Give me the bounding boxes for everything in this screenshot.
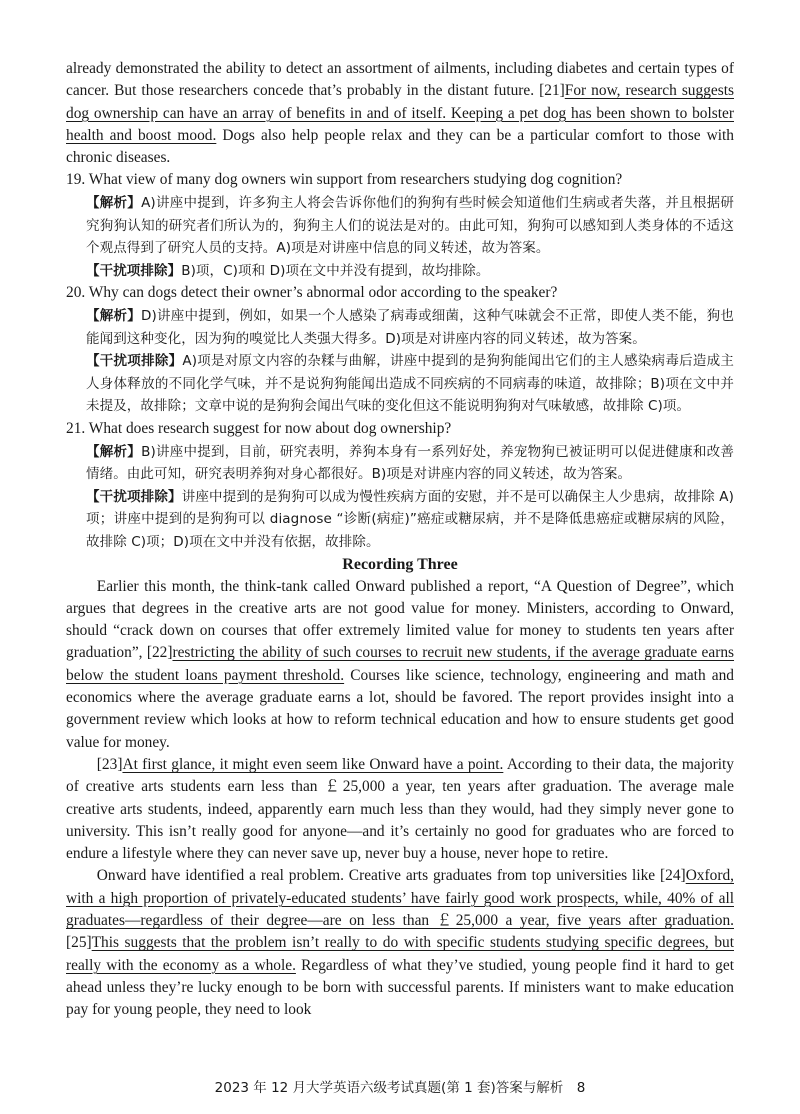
distractor-text: A)项是对原文内容的杂糅与曲解，讲座中提到的是狗狗能闻出它们的主人感染病毒后造成主人身体释放的不同化学气味，并不是说狗狗能闻出造成不同疾病的不同病毒的味道，故排除；B)项在文中并未提及，故排除；文章中说的是狗狗会闻出气味的变化但这不能说明狗狗对气味敏感，故排除 C)项。 xyxy=(86,353,734,415)
page-footer: 2023 年 12 月大学英语六级考试真题(第 1 套)答案与解析 8 xyxy=(214,1080,586,1096)
recording-paragraph-2 xyxy=(66,754,734,865)
distractor-text: 讲座中提到的是狗狗可以成为慢性疾病方面的安慰，并不是可以确保主人少患病，故排除 A)项；讲座中提到的是狗狗可以 diagnose “诊断(病症)”癌症或糖尿病，并不是降低患癌症或糖尿病的风险，故排除 C)项；D)项在文中并没有依据，故排除。 xyxy=(86,488,735,550)
analysis xyxy=(66,441,734,486)
marker-22: [22] xyxy=(146,644,173,662)
analysis-text: D)讲座中提到，例如，如果一个人感染了病毒或细菌，这种气味就会不正常，即使人类不能，狗也能闻到这种变化，因为狗的嗅觉比人类强大得多。D)项是对讲座内容的同义转述，故为答案。 xyxy=(86,308,734,347)
distractor-analysis xyxy=(66,260,734,283)
intro-text-end: Dogs also help people relax and they can be a particular comfort to those with chronic diseases. xyxy=(66,126,734,167)
intro-paragraph xyxy=(66,58,734,169)
paragraph-text-end: Regardless of what they’ve studied, young people find it hard to get ahead unless they’re lucky enough to be born with successful parents. If ministers want to make education pay for young people, they need to look xyxy=(66,956,734,1019)
intro-text: already demonstrated the ability to detect an assortment of ailments, including diabetes and certain types of cancer. But those researchers concede that’s probably in the distant future. xyxy=(66,60,734,100)
analysis-text: A)讲座中提到，许多狗主人将会告诉你他们的狗狗有些时候会知道他们生病或者失落，并且根据研究狗狗认知的研究者们所认为的，狗狗主人们的说法是对的。由此可知，狗狗可以感知到人类身体的不适这个观点得到了研究人员的支持。A)项是对讲座中信息的同义转述，故为答案。 xyxy=(86,195,734,257)
underlined-answer-22: restricting the ability of such courses to recruit new students, if the average graduate earns below the student loans payment threshold. xyxy=(66,644,735,684)
analysis-tag: 【解析】 xyxy=(86,195,142,212)
question-21 xyxy=(66,418,734,554)
distractor-text: B)项，C)项和 D)项在文中并没有提到，故均排除。 xyxy=(181,262,490,279)
question-20 xyxy=(66,282,734,418)
analysis-tag: 【解析】 xyxy=(86,443,142,460)
analysis xyxy=(66,305,734,350)
underlined-answer-23: At first glance, it might even seem like Onward have a point. xyxy=(122,755,504,773)
paragraph-text: Earlier this month, the think-tank called Onward published a report, “A Question of Degree”, which argues that degrees in the creative arts are not good value for money. Ministers, according to Onward, should “crack down on courses that offer extremely limited value for money to students ten years after graduation”, xyxy=(66,577,734,662)
question-text: 21. What does research suggest for now about dog ownership? xyxy=(66,420,452,438)
distractor-analysis xyxy=(66,486,734,554)
distractor-tag: 【干扰项排除】 xyxy=(86,488,182,505)
recording-paragraph-3 xyxy=(66,865,734,1021)
underlined-answer-21: For now, research suggests dog ownership can have an array of benefits in and of itself. Keeping a pet dog has been shown to bolster health and boost mood. xyxy=(66,82,734,144)
distractor-tag: 【干扰项排除】 xyxy=(86,262,182,279)
distractor-tag: 【干扰项排除】 xyxy=(86,353,183,370)
marker-23: [23] xyxy=(96,755,123,773)
marker-24: [24] xyxy=(660,867,686,885)
question-19 xyxy=(66,169,734,282)
paragraph-text: Onward have identified a real problem. Creative arts graduates from top universities like xyxy=(96,867,661,885)
question-text: 20. Why can dogs detect their owner’s abnormal odor according to the speaker? xyxy=(66,284,558,302)
marker-25: [25] xyxy=(66,934,92,952)
distractor-analysis xyxy=(66,350,734,418)
underlined-answer-24: Oxford, with a high proportion of privately-educated students’ have fairly good work prospects, while, 40% of all graduates—regardless of their degree—are on less than ￡25,000 a year, five years after graduation. xyxy=(66,867,734,930)
analysis-text: B)讲座中提到，目前，研究表明，养狗本身有一系列好处，养宠物狗已被证明可以促进健康和改善情绪。由此可知，研究表明养狗对身心都很好。B)项是对讲座内容的同义转述，故为答案。 xyxy=(86,443,734,483)
question-text: 19. What view of many dog owners win support from researchers studying dog cognition? xyxy=(66,171,623,189)
analysis-tag: 【解析】 xyxy=(86,308,141,325)
paragraph-text-end: Courses like science, technology, engineering and math and economics where the average graduate earns a lot, should be favored. The report provides insight into a government review which looks at how to reform technical education and how to ensure students get good value for money. xyxy=(66,666,734,751)
recording-paragraph-1 xyxy=(66,576,734,754)
underlined-answer-25: This suggests that the problem isn’t really to do with specific students studying specific degrees, but really with the economy as a whole. xyxy=(66,934,734,974)
marker-21: [21] xyxy=(539,82,565,100)
section-heading: Recording Three xyxy=(342,555,458,573)
page-content xyxy=(66,58,734,1022)
analysis xyxy=(66,192,734,260)
paragraph-text-end: According to their data, the majority of creative arts students earn less than ￡25,000 a year, ten years after graduation. The average male creative arts students, indeed, apparently earn much less than they would, had they simply never gone to university. This isn’t really good for anyone—and it’s certainly no good for graduates who are forced to endure a lifestyle where they can never save up, never buy a house, never hope to retire. xyxy=(66,755,734,863)
